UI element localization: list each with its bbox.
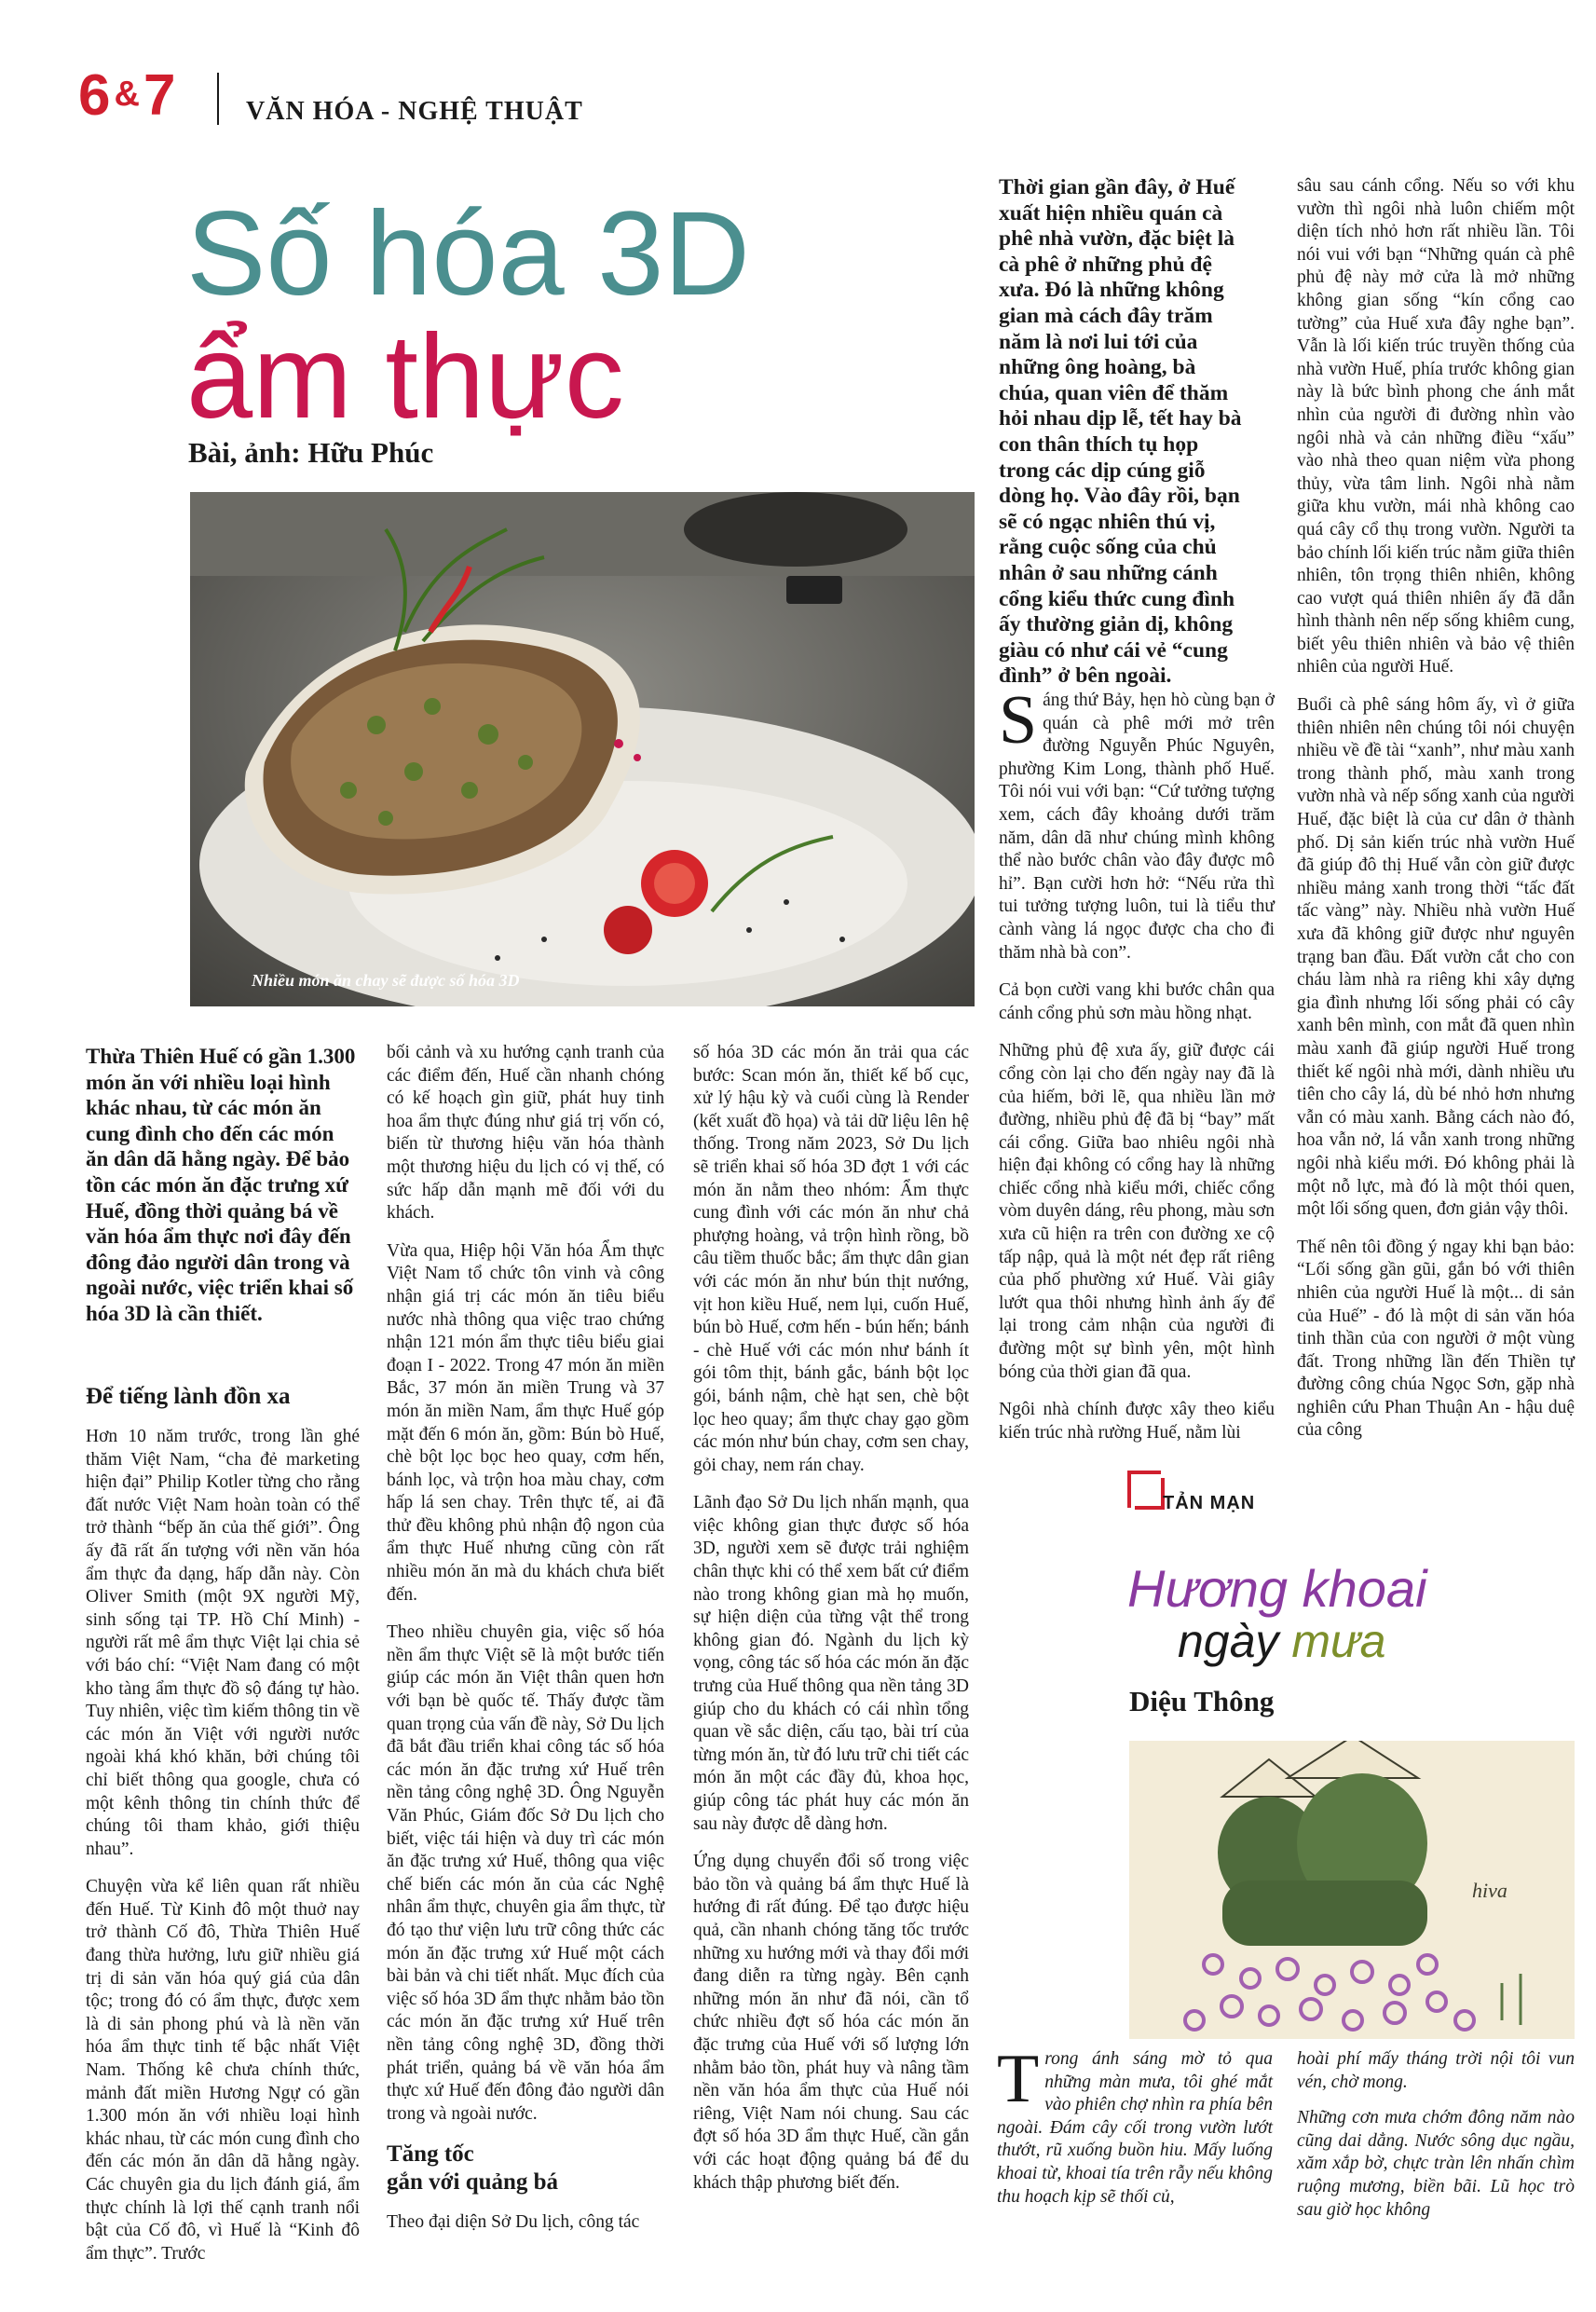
- article-paragraph: Ứng dụng chuyển đổi số trong việc bảo tồn và quảng bá ẩm thực Huế là hướng đi rất đúng. Để tạo được hiệu quả, cần nhanh chóng tăng tốc trước những xu hướng mới và thay đổi mới đang diễn ra từng ngày. Bên cạnh những món ăn như đã nói, cần tổ chức nhiều đợt số hóa các món ăn đặc trưng của Huế với số lượng lớn nhằm bảo tồn, phát huy và nâng tầm nền văn hóa ẩm thực của Huế nói riêng, Việt Nam nói chung. Sau các đợt số hóa 3D ẩm thực Huế, cần gắn với các hoạt động quảng bá để du khách thập phương biết đến.: [693, 1852, 969, 2193]
- feature-paragraph: Ngôi nhà chính được xây theo kiểu kiến trúc nhà rường Huế, nằm lùi: [999, 1400, 1275, 1443]
- article-paragraph: bối cảnh và xu hướng cạnh tranh của các điểm đến, Huế cần nhanh chóng có kế hoạch gìn giữ, phát huy tinh hoa ẩm thực đúng như giá trị vốn có, biến từ thương hiệu văn hóa thành một thương hiệu du lịch có vị thế, có sức hấp dẫn mạnh mẽ đối với du khách.: [387, 1043, 664, 1224]
- feature-paragraph: Cả bọn cười vang khi bước chân qua cánh cổng phủ sơn màu hồng nhạt.: [999, 980, 1275, 1023]
- article-paragraph: Theo nhiều chuyên gia, việc số hóa nền ẩm thực Việt sẽ là một bước tiến giúp các món ăn Việt thân quen hơn với bạn bè quốc tế. Thấy được tầm quan trọng của vấn đề này, Sở Du lịch đã bắt đầu triển khai công tác số hóa các món ăn đặc trưng xứ Huế trên nền tảng công nghệ 3D. Ông Nguyễn Văn Phúc, Giám đốc Sở Du lịch cho biết, việc tái hiện và duy trì các món ăn đặc trưng xứ Huế, thông qua việc chế biến các món ăn của các Nghệ nhân ẩm thực, chuyên gia ẩm thực, từ đó tạo thư viện lưu trữ công thức các món ăn đặc trưng xứ Huế một cách bài bản và chi tiết nhất. Mục đích của việc số hóa 3D ẩm thực nhằm bảo tồn các món ăn đặc trưng xứ Huế trên nền tảng công nghệ 3D, đồng thời phát triển, quảng bá về văn hóa ẩm thực xứ Huế đến đông đảo người dân trong và ngoài nước.: [387, 1622, 664, 2124]
- illustration-signature: hiva: [1472, 1879, 1507, 1902]
- column-paragraph-first: Trong ánh sáng mờ tỏ qua những màn mưa, tôi ghé mắt vào phiên chợ nhìn ra phía bên ngoài. Đám cây cối trong vườn lướt thướt, rũ xuống buồn hiu. Mấy luống khoai từ, khoai tía trên rẫy nếu không thu hoạch kịp sẽ thối củ,: [997, 2041, 1273, 2207]
- article-paragraph: số hóa 3D các món ăn trải qua các bước: Scan món ăn, thiết kế bố cục, xử lý hậu kỳ và cuối cùng là Render (kết xuất đồ họa) và tải dữ liệu lên hệ thống. Trong năm 2023, Sở Du lịch sẽ triển khai số hóa 3D đợt 1 với các món ăn nằm theo nhóm: Ẩm thực cung đình với các món ăn như chả phượng hoàng, vả trộn hình rồng, bồ câu tiềm thuốc bắc; ẩm thực dân gian với các món ăn như bún thịt nướng, vịt hon kiều Huế, nem lụi, cuốn Huế, bún bò Huế, cơm hến - bún hến; bánh - chè Huế với các món như bánh ít gói tôm thịt, bánh gắc, bánh bột lọc gói, bánh nậm, chè hạt sen, chè bột lọc heo quay; ẩm thực chay gạo gồm các món như bún chay, cơm sen chay, gỏi chay, nem rán chay.: [693, 1043, 969, 1475]
- feature-column-2: [1297, 175, 1575, 1457]
- rubric-icon-corner: [1135, 1478, 1165, 1510]
- feature-paragraph: Buổi cà phê sáng hôm ấy, vì ở giữa thiên nhiên nên chúng tôi nói chuyện nhiều về đề tài “xanh”, như màu xanh trong thành phố, màu xanh trong vườn nhà và nếp sống xanh của người Huế, đặc biệt là của cư dân ở thành phố. Dị sản kiến trúc nhà vườn Huế đã giúp đô thị Huế vẫn còn giữ được nhiều mảng xanh trong thời “tấc đất tấc vàng” này. Nhiều nhà vườn Huế xưa đã không giữ được như nguyên trạng ban đầu. Đất vườn cắt cho con cháu làm nhà ra riêng khi xây dựng gia đình nhưng lối sống phải có cây xanh bên mình, con mắt đã quen nhìn màu xanh đã giúp người Huế trong thiết kế ngôi nhà mới, dành nhiều ưu tiên cho cây lá, dù bé nhỏ hơn nhưng vẫn có màu xanh. Bằng cách nào đó, hoa vẫn nở, lá vẫn xanh trong những ngôi nhà kiểu mới. Đó không phải là một nỗ lực, mà đó là một thói quen, một lối sống quen, đơn giản vậy thôi.: [1297, 695, 1575, 1220]
- subhead-2a: Tăng tốc: [387, 2141, 474, 2168]
- feature-paragraph: Những phủ đệ xưa ấy, giữ được cái cổng còn lại cho đến ngày nay đã là của hiếm, bởi lẽ, qua nhiều lần mở đường, nhiều phủ đệ đã bị “bay” mất cái cổng. Giữa bao nhiêu ngôi nhà hiện đại không có cổng hay là những chiếc cổng nhà kiểu mới, chiếc cổng vòm duyên dáng, rêu phong, màu sơn xưa cũ hiện ra trên con đường xe cộ tấp nập, quả là một nét đẹp rất riêng của phố phường xứ Huế. Vài giây lướt qua thôi nhưng hình ảnh ấy để lại trong cảm nhận của người đi đường một sự bình yên, một hình bóng của thời gian đã qua.: [999, 1041, 1275, 1382]
- column-drop-cap: T: [997, 2041, 1040, 2117]
- article-column-1: [86, 1383, 360, 2280]
- article-title-line2: ẩm thực: [186, 310, 624, 444]
- column-text-1: [997, 2041, 1273, 2209]
- page-number: [78, 63, 175, 129]
- article-title-line1: Số hóa 3D: [186, 187, 750, 321]
- column-title-line2: ngày mưa: [1178, 1615, 1386, 1667]
- feature-paragraph: Thế nên tôi đồng ý ngay khi bạn bảo: “Lối sống gần gũi, gắn bó với thiên nhiên của người Huế là một... di sản của Huế” - đó là một di sản văn hóa tinh thần của con người ở một vùng đất. Trong những lần đến Thiền tự đường công chúa Ngọc Sơn, gặp nhà nghiên cứu Phan Thuận An - hậu duệ của công: [1297, 1237, 1575, 1441]
- section-title: VĂN HÓA - NGHỆ THUẬT: [246, 97, 583, 126]
- feature-paragraph: sâu sau cánh cổng. Nếu so với khu vườn thì ngôi nhà luôn chiếm một diện tích nhỏ hơn rất nhiều lần. Tôi nói vui với bạn “Những quán cà phê phủ đệ này mở cửa là mở những không gian sống “kín cổng cao tường” của Huế xưa đây nghe bạn”. Vẫn là lối kiến trúc truyền thống của nhà vườn Huế, phía trước không gian này là bức bình phong che ánh mắt nhìn của người đi đường nhìn vào ngôi nhà và cản những điều “xấu” vào nhà theo quan niệm vừa phong thủy, vừa tâm linh. Ngôi nhà nằm giữa khu vườn, mái nhà không cao quá cây cổ thụ trong vườn. Người ta bảo chính lối kiến trúc nằm giữa thiên nhiên, tôn trọng thiên nhiên, không cao vượt quá thiên nhiên ấy đã dẫn hình thành nên nếp sống khiêm cung, biết yêu thiên nhiên và bảo vệ thiên nhiên của người Huế.: [1297, 176, 1575, 677]
- column-paragraph: hoài phí mấy tháng trời nội tôi vun vén, chờ mong.: [1297, 2049, 1575, 2092]
- column-rubric: TẢN MẠN: [1163, 1493, 1256, 1513]
- page-number-amp: &: [114, 75, 140, 114]
- article-column-2: [387, 1042, 664, 2250]
- page-number-left: 6: [78, 63, 111, 128]
- article-paragraph: Hơn 10 năm trước, trong lần ghé thăm Việt Nam, “cha đẻ marketing hiện đại” Philip Kotler từng cho rằng đất nước Việt Nam hoàn toàn có thể trở thành “bếp ăn của thế giới”. Ông ấy đã rất ấn tượng với nền văn hóa ẩm thực đa dạng, hấp dẫn này. Còn Oliver Smith (một 9X người Mỹ, sinh sống tại TP. Hồ Chí Minh) - người rất mê ẩm thực Việt lại chia sẻ với báo chí: “Việt Nam đang có một kho tàng ẩm thực đồ sộ đáng tự hào. Tuy nhiên, việc tìm kiếm thông tin về các món ăn Việt với người nước ngoài khá khó khăn, bởi chúng tôi chỉ biết thông qua google, chưa có một kênh thông tin chính thức để chúng tôi tham khảo, giới thiệu nhau”.: [86, 1427, 360, 1859]
- article-paragraph: Vừa qua, Hiệp hội Văn hóa Ẩm thực Việt Nam tổ chức tôn vinh và công nhận giá trị các món ăn tiêu biểu nước nhà thông qua việc trao chứng nhận 121 món ẩm thực tiêu biểu giai đoạn I - 2022. Trong 47 món ăn miền Bắc, 37 món ăn miền Trung và 37 món ăn miền Nam, ẩm thực Huế góp mặt đến 6 món ăn, gồm: Bún bò Huế, chè bột lọc bọc heo quay, cơm hến, bánh lọc, và trộn hoa màu chay, cơm hấp lá sen chay. Trên thực tế, ai đã thử đều không phủ nhận độ ngon của ẩm thực Huế nhưng cũng còn rất nhiều món ăn mà du khách chưa biết đến.: [387, 1240, 664, 1605]
- feature-paragraph-first: Sáng thứ Bảy, hẹn hò cùng bạn ở quán cà phê mới mở trên đường Nguyễn Phúc Nguyên, phường Kim Long, thành phố Huế. Tôi nói vui với bạn: “Cứ tưởng tượng xem, cách đây khoảng dưới trăm năm, dân dã như chúng mình không thể nào bước chân vào đây được mô hỉ”. Bạn cười hơn hở: “Nếu rửa thì tui tưởng tượng luôn, tui là tiểu thư cành vàng lá ngọc được cha cho đi thăm nhà bà con”.: [999, 682, 1275, 963]
- article-paragraph: Chuyện vừa kể liên quan rất nhiều đến Huế. Từ Kinh đô một thuở nay trở thành Cố đô, Thừa Thiên Huế đang thừa hưởng, lưu giữ nhiều giá trị di sản văn hóa quý giá của dân tộc; trong đó có ẩm thực, được xem là di sản phong phú và là nền văn hóa ẩm thực tinh tế bậc nhất Việt Nam. Thống kê chưa chính thức, mảnh đất miền Hương Ngự có gần 1.300 món ăn với nhiều loại hình khác nhau, từ các món cung đình cho đến các món ăn dân dã hằng ngày. Các chuyên gia du lịch đánh giá, ẩm thực chính là lợi thế cạnh tranh nổi bật của Cố đô, vì Huế là “Kinh đô ẩm thực”. Trước: [86, 1877, 360, 2264]
- article-column-3: [693, 1042, 969, 2209]
- article-byline: Bài, ảnh: Hữu Phúc: [188, 436, 434, 469]
- feature-sapo: Thời gian gần đây, ở Huế xuất hiện nhiều quán cà phê nhà vườn, đặc biệt là cà phê ở những phủ đệ xưa. Đó là những không gian mà cách đây trăm năm là nơi lui tới của những ông hoàng, bà chúa, quan viên để thăm hỏi nhau dịp lễ, tết hay bà con thân thích tụ họp trong các dịp cúng giỗ dòng họ. Vào đây rồi, bạn sẽ có ngạc nhiên thú vị, rằng cuộc sống của chủ nhân ở sau những cánh cổng kiểu thức cung đình ấy thường giản dị, không giàu có như cái vẻ “cung đình” ở bên ngoài.: [999, 175, 1242, 689]
- column-text-2: [1297, 2048, 1575, 2222]
- article-lead: Thừa Thiên Huế có gần 1.300 món ăn với nhiều loại hình khác nhau, từ các món ăn cung đình cho đến các món ăn dân dã hằng ngày. Để bảo tồn các món ăn đặc trưng xứ Huế, đồng thời quảng bá về văn hóa ẩm thực nơi đây đến đông đảo người dân trong và ngoài nước, việc triển khai số hóa 3D là cần thiết.: [86, 1045, 356, 1325]
- page-number-right: 7: [143, 63, 176, 128]
- drop-cap: S: [999, 682, 1038, 759]
- subhead-1: Để tiếng lành đồn xa: [86, 1384, 291, 1409]
- column-illustration: [1129, 1741, 1575, 2039]
- photo-caption: Nhiều món ăn chay sẽ được số hóa 3D: [252, 971, 520, 990]
- column-title-line1: Hương khoai: [1127, 1559, 1427, 1618]
- feature-column-1: [999, 682, 1275, 1459]
- article-photo: [190, 492, 975, 1006]
- subhead-2b: gắn với quảng bá: [387, 2169, 559, 2196]
- column-author: Diệu Thông: [1129, 1685, 1275, 1717]
- article-paragraph: Theo đại diện Sở Du lịch, công tác: [387, 2212, 640, 2233]
- column-paragraph: Những cơn mưa chớm đông năm nào cũng dai dẳng. Nước sông dục ngầu, xăm xắp bờ, chực tràn lên nhấn chìm ruộng mương, biền bãi. Lũ học trò sau giờ học không: [1297, 2108, 1575, 2220]
- header-divider: [217, 73, 219, 125]
- article-paragraph: Lãnh đạo Sở Du lịch nhấn mạnh, qua việc không gian thực được số hóa 3D, người xem sẽ được trải nghiệm chân thực khi có thể xem bất cứ điểm nào trong không gian mà họ muốn, sự hiện diện của từng vật thể trong không gian đó. Ngành du lịch kỳ vọng, công tác số hóa các món ăn đặc trưng của Huế thông qua nền tảng 3D giúp cho du khách có cái nhìn tổng quan về sắc diện, cấu tạo, bài trí của từng món ăn, từ đó lưu trữ chi tiết các món ăn một các đầy đủ, khoa học, giúp công tác phát huy các món ăn sau này được dễ dàng hơn.: [693, 1493, 969, 1834]
